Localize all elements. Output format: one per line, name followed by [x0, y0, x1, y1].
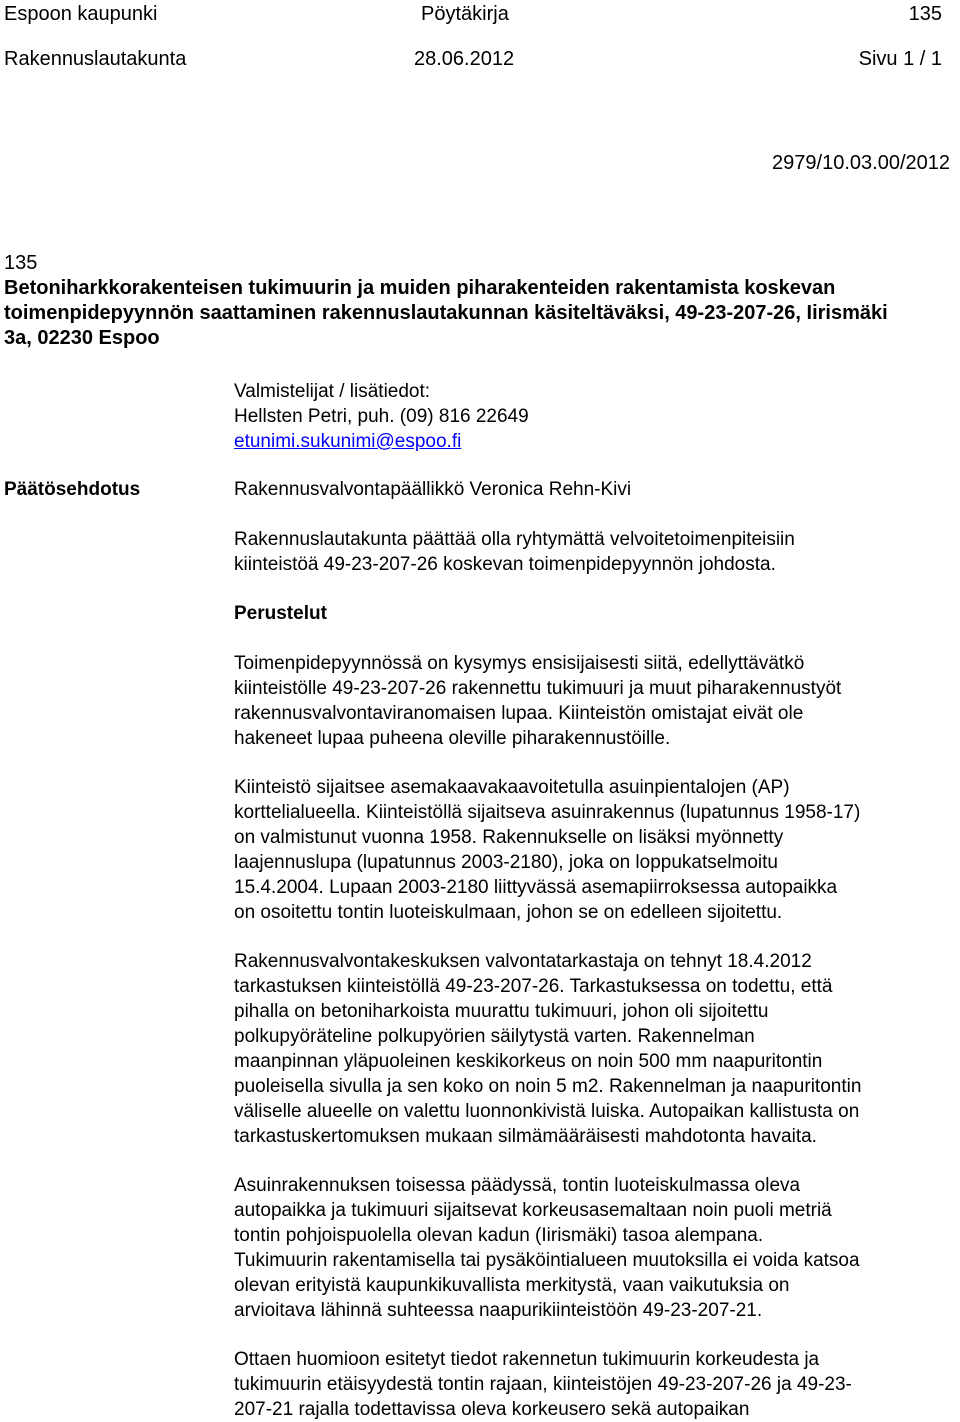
preparer-name-phone: Hellsten Petri, puh. (09) 816 22649	[234, 406, 529, 427]
proposer: Rakennusvalvontapäällikkö Veronica Rehn-Kivi	[234, 479, 632, 500]
paragraph-line: Toimenpidepyynnössä on kysymys ensisijaisesti siitä, edellyttävätkö	[234, 653, 805, 674]
paragraph-line: tontin pohjoispuolella olevan kadun (Iirismäki) tasoa alempana.	[234, 1225, 764, 1246]
header-date: 28.06.2012	[414, 48, 515, 70]
paragraph-line: tukimuurin etäisyydestä tontin rajaan, kiinteistöjen 49-23-207-26 ja 49-23-	[234, 1374, 852, 1395]
paragraph-line: puoleisella sivulla ja sen koko on noin 5 m2. Rakennelman ja naapuritontin	[234, 1076, 862, 1097]
paragraph-line: Kiinteistö sijaitsee asemakaavakaavoitetulla asuinpientalojen (AP)	[234, 777, 790, 798]
grounds-paragraph-4	[234, 1173, 954, 1323]
paragraph-line: väliselle alueelle on valettu luonnonkivistä luiska. Autopaikan kallistusta on	[234, 1101, 860, 1122]
paragraph-line: 15.4.2004. Lupaan 2003-2180 liittyvässä asemapiirroksessa autopaikka	[234, 877, 838, 898]
grounds-paragraph-1	[234, 651, 954, 751]
paragraph-line: pihalla on betoniharkoista muurattu tukimuuri, johon oli sijoitettu	[234, 1001, 769, 1022]
paragraph-line: Asuinrakennuksen toisessa päädyssä, tontin luoteiskulmassa oleva	[234, 1175, 801, 1196]
paragraph-line: Tukimuurin rakentamisella tai pysäköintialueen muutoksilla ei voida katsoa	[234, 1250, 860, 1271]
grounds-paragraph-3	[234, 949, 954, 1149]
paragraph-line: Rakennusvalvontakeskuksen valvontatarkastaja on tehnyt 18.4.2012	[234, 951, 812, 972]
decision-line: kiinteistöä 49-23-207-26 koskevan toimenpidepyynnön johdosta.	[234, 554, 776, 575]
header-section-number: 135	[908, 3, 942, 25]
paragraph-line: 207-21 rajalla todettavissa oleva korkeusero sekä autopaikan	[234, 1399, 750, 1420]
item-title-line-3: 3a, 02230 Espoo	[4, 327, 160, 349]
paragraph-line: tarkastuskertomuksen mukaan silmämääräisesti mahdotonta havaita.	[234, 1126, 817, 1147]
header-org: Espoon kaupunki	[4, 3, 158, 25]
header-board: Rakennuslautakunta	[4, 48, 187, 70]
paragraph-line: arvioitava lähinnä suhteessa naapurikiinteistöön 49-23-207-21.	[234, 1300, 763, 1321]
item-title-line-1: Betoniharkkorakenteisen tukimuurin ja muiden piharakenteiden rakentamista koskevan	[4, 277, 836, 299]
grounds-paragraph-2	[234, 775, 954, 925]
grounds-heading: Perustelut	[234, 603, 327, 624]
paragraph-line: korttelialueella. Kiinteistöllä sijaitseva asuinrakennus (lupatunnus 1958-17)	[234, 802, 861, 823]
decision-paragraph	[234, 527, 954, 577]
paragraph-line: Ottaen huomioon esitetyt tiedot rakennetun tukimuurin korkeudesta ja	[234, 1349, 820, 1370]
proposal-label: Päätösehdotus	[4, 479, 141, 500]
item-title-line-2: toimenpidepyynnön saattaminen rakennuslautakunnan käsiteltäväksi, 49-23-207-26, Iirismäki	[4, 302, 888, 324]
paragraph-line: maanpinnan yläpuoleinen keskikorkeus on noin 500 mm naapuritontin	[234, 1051, 823, 1072]
item-number: 135	[4, 252, 38, 274]
paragraph-line: on osoitettu tontin luoteiskulmaan, johon se on edelleen sijoitettu.	[234, 902, 783, 923]
grounds-paragraph-5	[234, 1347, 954, 1422]
paragraph-line: tarkastuksen kiinteistöllä 49-23-207-26. Tarkastuksessa on todettu, että	[234, 976, 833, 997]
preparer-email-link[interactable]: etunimi.sukunimi@espoo.fi	[234, 431, 462, 452]
paragraph-line: on valmistunut vuonna 1958. Rakennukselle on lisäksi myönnetty	[234, 827, 784, 848]
header-doc-type: Pöytäkirja	[421, 3, 509, 25]
paragraph-line: rakennusvalvontaviranomaisen lupaa. Kiinteistön omistajat eivät ole	[234, 703, 804, 724]
header-page: Sivu 1 / 1	[858, 48, 942, 70]
paragraph-line: olevan erityistä kaupunkikuvallista merkitystä, vaan vaikutuksia on	[234, 1275, 790, 1296]
paragraph-line: kiinteistölle 49-23-207-26 rakennettu tukimuuri ja muut piharakennustyöt	[234, 678, 842, 699]
paragraph-line: laajennuslupa (lupatunnus 2003-2180), joka on loppukatselmoitu	[234, 852, 778, 873]
decision-line: Rakennuslautakunta päättää olla ryhtymättä velvoitetoimenpiteisiin	[234, 529, 795, 550]
paragraph-line: hakeneet lupaa puheena oleville piharakennustöille.	[234, 728, 671, 749]
paragraph-line: polkupyöräteline polkupyörien säilytystä varten. Rakennelman	[234, 1026, 755, 1047]
preparers-label: Valmistelijat / lisätiedot:	[234, 381, 431, 402]
paragraph-line: autopaikka ja tukimuuri sijaitsevat korkeusasemaltaan noin puoli metriä	[234, 1200, 832, 1221]
record-number: 2979/10.03.00/2012	[772, 152, 950, 174]
